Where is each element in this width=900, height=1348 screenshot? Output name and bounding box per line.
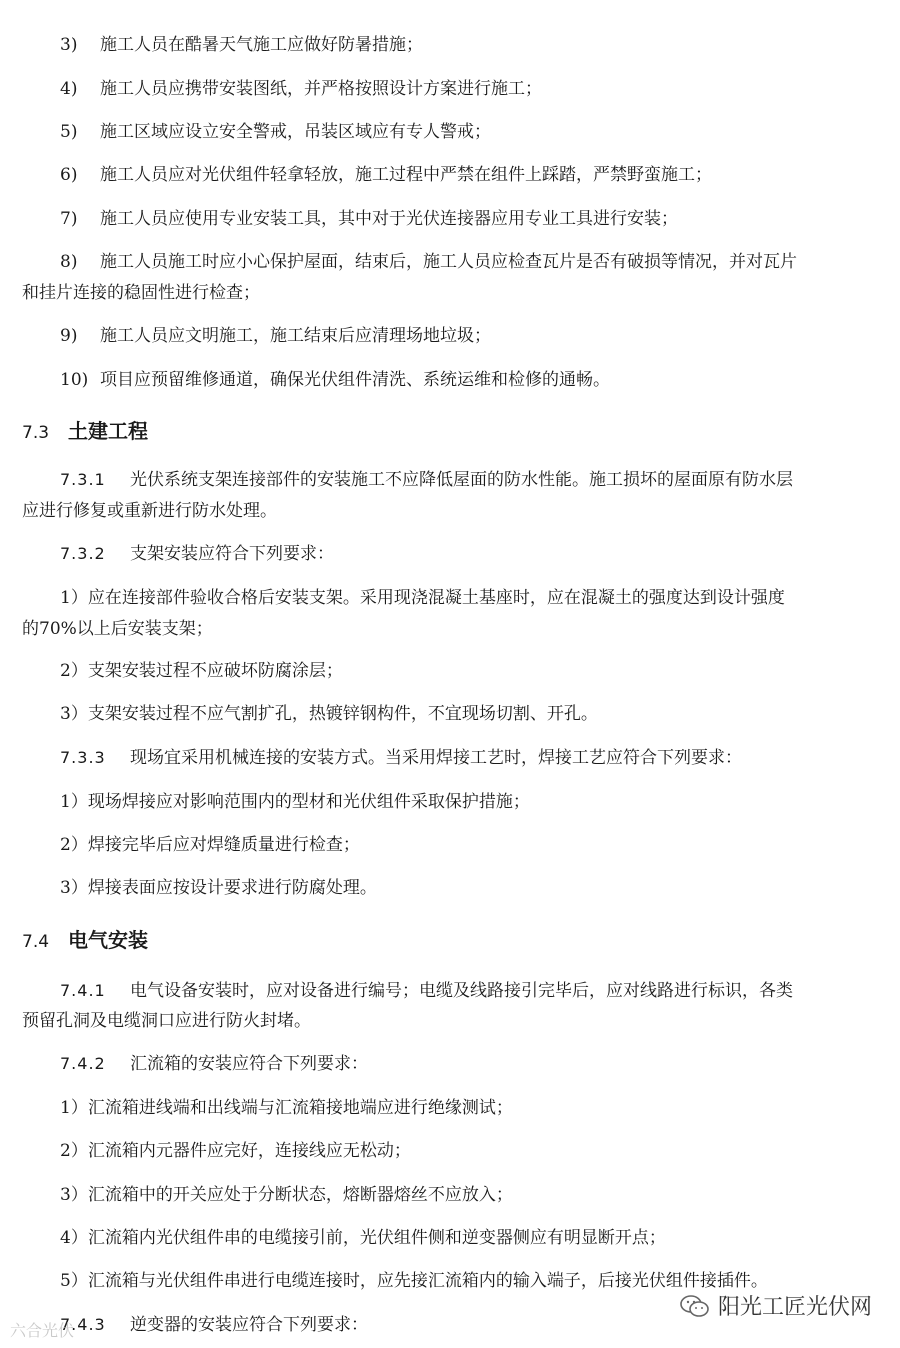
watermark-text: 阳光工匠光伏网 — [717, 1295, 872, 1320]
list-item: 3）支架安装过程不应气割扩孔，热镀锌钢构件，不宜现场切割、开孔。 — [60, 704, 598, 724]
list-item: 1）汇流箱进线端和出线端与汇流箱接地端应进行绝缘测试； — [60, 1098, 513, 1118]
watermark-right — [680, 1290, 872, 1321]
list-item: 9) 施工人员应文明施工，施工结束后应清理场地垃圾； — [60, 326, 491, 346]
clause: 7.3.2 支架安装应符合下列要求： — [60, 544, 334, 564]
list-item: 6) 施工人员应对光伏组件轻拿轻放，施工过程中严禁在组件上踩踏，严禁野蛮施工； — [60, 165, 712, 185]
clause: 7.4.2 汇流箱的安装应符合下列要求： — [60, 1054, 368, 1074]
list-item: 2）焊接完毕后应对焊缝质量进行检查； — [60, 835, 360, 855]
list-item: 2）支架安装过程不应破坏防腐涂层； — [60, 661, 343, 681]
list-item: 1）现场焊接应对影响范围内的型材和光伏组件采取保护措施； — [60, 792, 530, 812]
section-heading: 7.3 土建工程 — [22, 419, 148, 443]
list-item: 3）汇流箱中的开关应处于分断状态，熔断器熔丝不应放入； — [60, 1185, 513, 1205]
list-item: 7) 施工人员应使用专业安装工具，其中对于光伏连接器应用专业工具进行安装； — [60, 209, 678, 229]
wechat-icon — [680, 1294, 710, 1318]
list-item: 2）汇流箱内元器件应完好，连接线应无松动； — [60, 1141, 411, 1161]
clause-continuation: 应进行修复或重新进行防水处理。 — [22, 501, 277, 521]
clause: 7.4.3 逆变器的安装应符合下列要求： — [60, 1315, 368, 1335]
list-item-continuation: 的70%以上后安装支架； — [22, 619, 213, 639]
section-heading: 7.4 电气安装 — [22, 928, 148, 952]
list-item: 3）焊接表面应按设计要求进行防腐处理。 — [60, 878, 377, 898]
list-item: 8) 施工人员施工时应小心保护屋面，结束后，施工人员应检查瓦片是否有破损等情况，并对瓦片 — [60, 252, 797, 272]
list-item: 5）汇流箱与光伏组件串进行电缆连接时，应先接汇流箱内的输入端子，后接光伏组件接插件。 — [60, 1271, 768, 1291]
list-item: 10) 项目应预留维修通道，确保光伏组件清洗、系统运维和检修的通畅。 — [60, 370, 610, 390]
clause: 7.4.1 电气设备安装时，应对设备进行编号；电缆及线路接引完毕后，应对线路进行标识，各类 — [60, 981, 793, 1001]
list-item-continuation: 和挂片连接的稳固性进行检查； — [22, 283, 260, 303]
clause: 7.3.3 现场宜采用机械连接的安装方式。当采用焊接工艺时，焊接工艺应符合下列要求： — [60, 748, 742, 768]
list-item: 1）应在连接部件验收合格后安装支架。采用现浇混凝土基座时，应在混凝土的强度达到设计强度 — [60, 588, 785, 608]
list-item: 5) 施工区域应设立安全警戒，吊装区域应有专人警戒； — [60, 122, 491, 142]
list-item: 4) 施工人员应携带安装图纸，并严格按照设计方案进行施工； — [60, 79, 542, 99]
clause-continuation: 预留孔洞及电缆洞口应进行防火封堵。 — [22, 1011, 311, 1031]
clause: 7.3.1 光伏系统支架连接部件的安装施工不应降低屋面的防水性能。施工损坏的屋面原有防水层 — [60, 470, 793, 490]
list-item: 4）汇流箱内光伏组件串的电缆接引前，光伏组件侧和逆变器侧应有明显断开点； — [60, 1228, 666, 1248]
list-item: 3) 施工人员在酷暑天气施工应做好防暑措施； — [60, 35, 423, 55]
watermark-left: 六合光伏 — [10, 1321, 75, 1340]
